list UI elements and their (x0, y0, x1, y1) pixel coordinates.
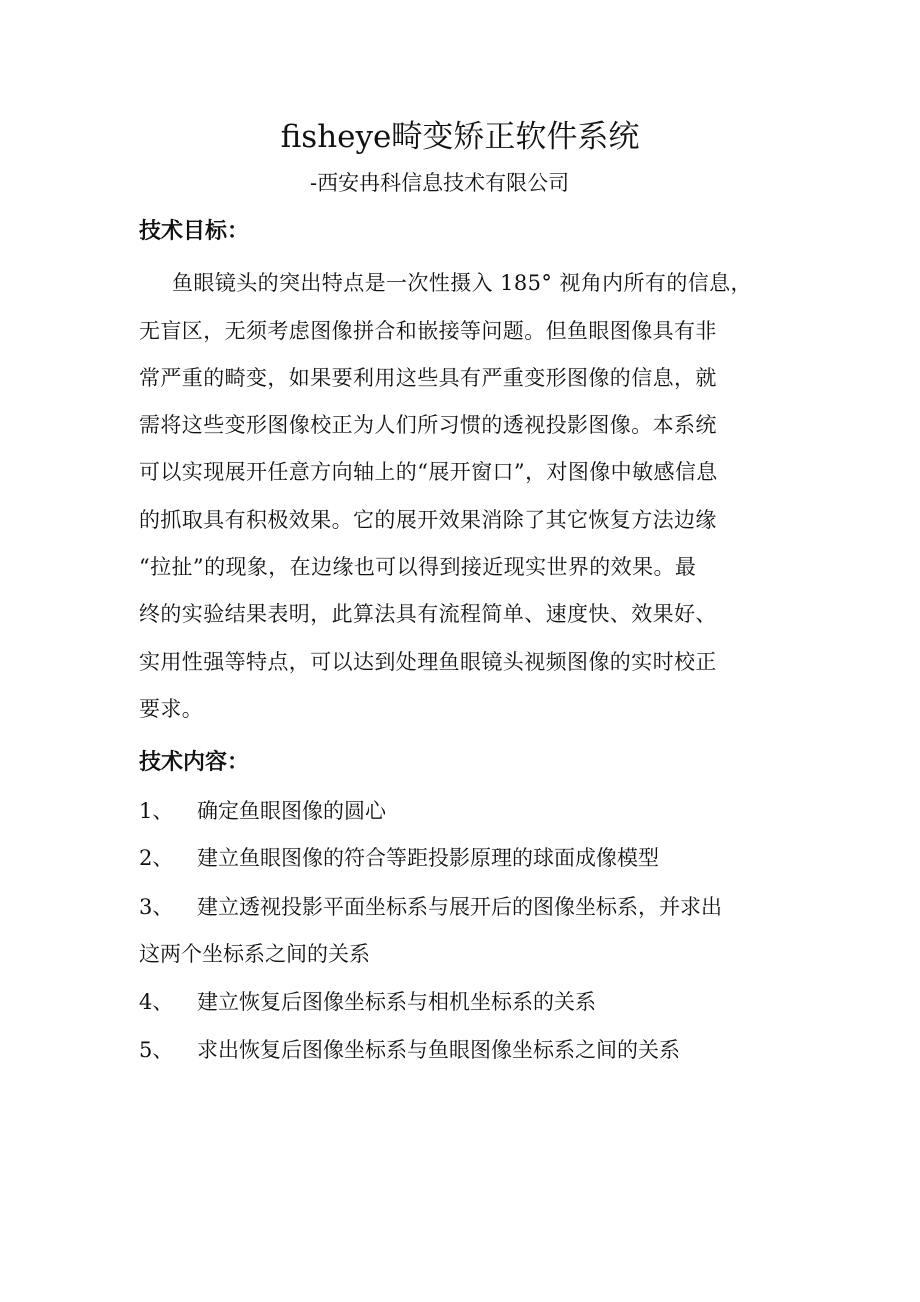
section-heading-goals: 技术目标： (139, 218, 250, 244)
paragraph-line: “拉扯”的现象，在边缘也可以得到接近现实世界的效果。最 (139, 555, 697, 579)
list-item-text: 求出恢复后图像坐标系与鱼眼图像坐标系之间的关系 (197, 1038, 680, 1062)
paragraph-line: 可以实现展开任意方向轴上的“展开窗口”，对图像中敏感信息 (139, 460, 718, 484)
list-item-text: 建立恢复后图像坐标系与相机坐标系的关系 (197, 990, 596, 1014)
document-subtitle: -西安冉科信息技术有限公司 (310, 171, 570, 195)
paragraph-line: 鱼眼镜头的突出特点是一次性摄入 185° 视角内所有的信息， (172, 271, 752, 295)
list-item-number: 2、 (139, 846, 174, 870)
list-item (139, 1033, 680, 1067)
section-heading-contents: 技术内容： (139, 749, 250, 775)
paragraph-line: 要求。 (139, 697, 204, 721)
list-item-number: 4、 (139, 990, 174, 1014)
list-item (139, 985, 596, 1019)
list-item-text: 确定鱼眼图像的圆心 (197, 799, 386, 823)
list-item-number: 5、 (139, 1038, 174, 1062)
list-item-number: 3、 (139, 895, 174, 919)
document-title: fisheye畸变矫正软件系统 (280, 119, 640, 155)
list-item-text: 建立鱼眼图像的符合等距投影原理的球面成像模型 (197, 846, 659, 870)
paragraph-line: 无盲区，无须考虑图像拼合和嵌接等问题。但鱼眼图像具有非 (139, 319, 717, 343)
paragraph-line: 常严重的畸变，如果要利用这些具有严重变形图像的信息，就 (139, 366, 717, 390)
list-item (139, 890, 722, 924)
list-item-continuation: 这两个坐标系之间的关系 (139, 942, 370, 966)
paragraph-line: 终的实验结果表明，此算法具有流程简单、速度快、效果好、 (139, 602, 717, 626)
list-item (139, 794, 386, 828)
paragraph-line: 需将这些变形图像校正为人们所习惯的透视投影图像。本系统 (139, 413, 717, 437)
paragraph-line: 的抓取具有积极效果。它的展开效果消除了其它恢复方法边缘 (139, 508, 717, 532)
list-item-number: 1、 (139, 799, 174, 823)
paragraph-line: 实用性强等特点，可以达到处理鱼眼镜头视频图像的实时校正 (139, 650, 717, 674)
list-item (139, 841, 659, 875)
list-item-text: 建立透视投影平面坐标系与展开后的图像坐标系，并求出 (197, 895, 722, 919)
